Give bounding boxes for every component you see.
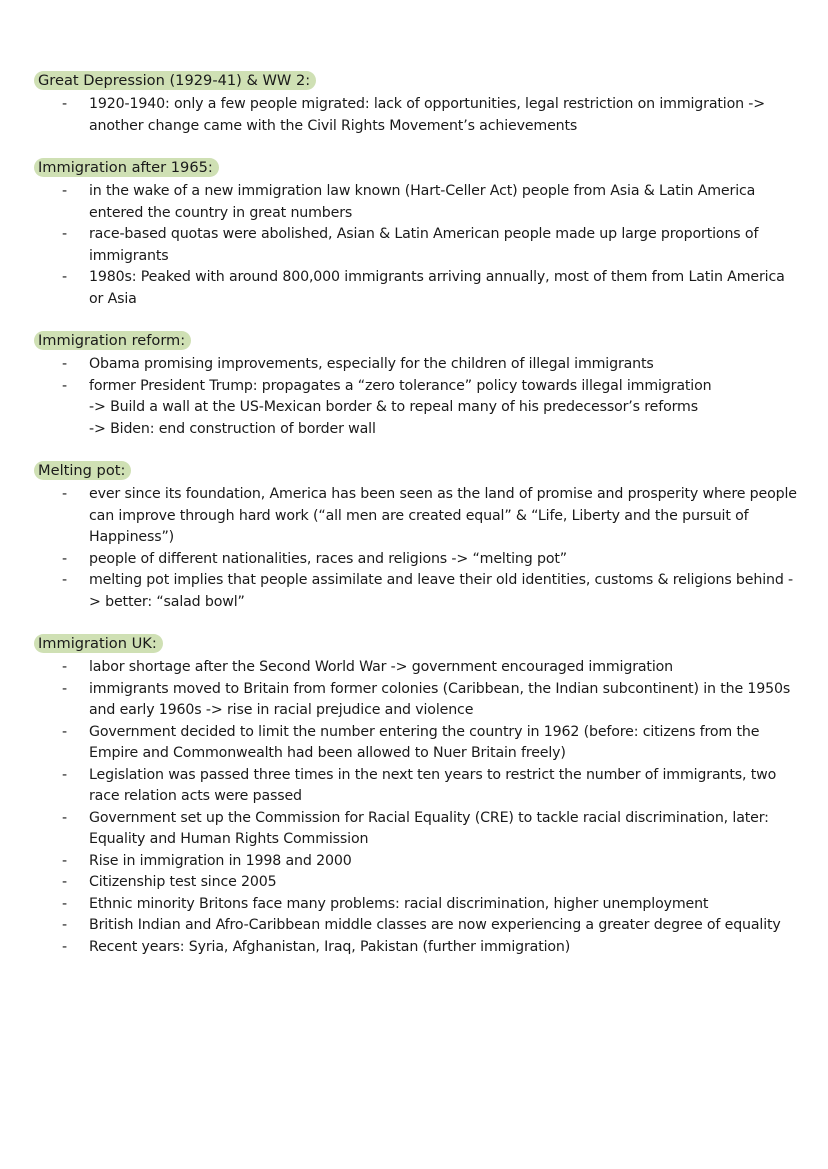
list-item bbox=[34, 376, 798, 441]
dash-bullet-icon: - bbox=[62, 723, 67, 740]
section-heading: Immigration after 1965: bbox=[34, 158, 219, 177]
list-item bbox=[34, 765, 798, 808]
list-item-text: Legislation was passed three times in the next ten years to restrict the number of immigrants, two race relation acts were passed bbox=[89, 766, 777, 804]
list-item bbox=[34, 224, 798, 267]
note-section bbox=[34, 330, 798, 440]
dash-bullet-icon: - bbox=[62, 183, 67, 199]
dash-bullet-icon: - bbox=[62, 874, 67, 890]
section-heading: Immigration reform: bbox=[34, 331, 191, 350]
list-item-text: 1920-1940: only a few people migrated: lack of opportunities, legal restriction on immigration -> another change came with the Civil Rights Movement’s achievements bbox=[89, 96, 766, 134]
list-item bbox=[34, 872, 798, 894]
list-item-text: Rise in immigration in 1998 and 2000 bbox=[89, 852, 352, 869]
note-section bbox=[34, 70, 798, 137]
list-item bbox=[34, 549, 798, 571]
dash-bullet-icon: - bbox=[62, 938, 67, 955]
list-item-text: Citizenship test since 2005 bbox=[89, 874, 277, 890]
list-item bbox=[34, 894, 798, 916]
section-heading: Great Depression (1929-41) & WW 2: bbox=[34, 71, 316, 90]
list-item-text: Government decided to limit the number entering the country in 1962 (before: citizens from the Empire and Commonwealth had been allowed to Nuer Britain freely) bbox=[89, 723, 760, 761]
list-item bbox=[34, 937, 798, 959]
list-item-text: race-based quotas were abolished, Asian & Latin American people made up large proportions of immigrants bbox=[89, 226, 759, 264]
list-item-text: Recent years: Syria, Afghanistan, Iraq, Pakistan (further immigration) bbox=[89, 938, 571, 955]
dash-bullet-icon: - bbox=[62, 269, 67, 285]
list-item bbox=[34, 484, 798, 549]
dash-bullet-icon: - bbox=[62, 680, 67, 697]
dash-bullet-icon: - bbox=[62, 895, 67, 912]
bullet-list bbox=[34, 657, 798, 958]
list-item-text: in the wake of a new immigration law known (Hart-Celler Act) people from Asia & Latin America entered the country in great numbers bbox=[89, 183, 756, 221]
document-body bbox=[34, 70, 798, 958]
dash-bullet-icon: - bbox=[62, 852, 67, 869]
note-section bbox=[34, 157, 798, 310]
dash-bullet-icon: - bbox=[62, 809, 67, 826]
list-item-text: immigrants moved to Britain from former colonies (Caribbean, the Indian subcontinent) in the 1950s and early 1960s -> rise in racial prejudice and violence bbox=[89, 680, 791, 718]
bullet-list bbox=[34, 484, 798, 613]
list-item-text: labor shortage after the Second World War -> government encouraged immigration bbox=[89, 659, 673, 675]
dash-bullet-icon: - bbox=[62, 356, 67, 372]
list-item bbox=[34, 679, 798, 722]
list-item bbox=[34, 570, 798, 613]
dash-bullet-icon: - bbox=[62, 766, 67, 783]
list-item bbox=[34, 915, 798, 937]
list-item bbox=[34, 808, 798, 851]
dash-bullet-icon: - bbox=[62, 659, 67, 675]
list-item-text: British Indian and Afro-Caribbean middle classes are now experiencing a greater degree of equality bbox=[89, 917, 781, 933]
list-item bbox=[34, 657, 798, 679]
list-item bbox=[34, 354, 798, 376]
section-heading: Melting pot: bbox=[34, 461, 131, 480]
list-item-text: people of different nationalities, races and religions -> “melting pot” bbox=[89, 550, 567, 567]
dash-bullet-icon: - bbox=[62, 486, 67, 502]
dash-bullet-icon: - bbox=[62, 377, 67, 394]
list-item-text: Ethnic minority Britons face many problems: racial discrimination, higher unemployment bbox=[89, 895, 709, 912]
list-item-text: Obama promising improvements, especially for the children of illegal immigrants bbox=[89, 356, 654, 372]
list-item-text: Government set up the Commission for Racial Equality (CRE) to tackle racial discrimination, later: Equality and Human Rights Commission bbox=[89, 809, 769, 847]
bullet-list bbox=[34, 94, 798, 137]
dash-bullet-icon: - bbox=[62, 917, 67, 933]
section-heading: Immigration UK: bbox=[34, 634, 163, 653]
list-item-text: melting pot implies that people assimilate and leave their old identities, customs & religions behind -> better: “salad bowl” bbox=[89, 572, 794, 610]
bullet-list bbox=[34, 181, 798, 310]
list-item bbox=[34, 722, 798, 765]
list-item-text: 1980s: Peaked with around 800,000 immigrants arriving annually, most of them from Latin America or Asia bbox=[89, 269, 785, 307]
list-item bbox=[34, 181, 798, 224]
dash-bullet-icon: - bbox=[62, 550, 67, 567]
list-item bbox=[34, 94, 798, 137]
list-item bbox=[34, 267, 798, 310]
dash-bullet-icon: - bbox=[62, 96, 67, 112]
list-item bbox=[34, 851, 798, 873]
list-item-text: ever since its foundation, America has been seen as the land of promise and prosperity where people can improve through hard work (“all men are created equal” & “Life, Liberty and the pursuit of Happiness”) bbox=[89, 486, 797, 545]
list-item-text: former President Trump: propagates a “zero tolerance” policy towards illegal immigration -> Build a wall at the US-Mexican border & to repeal many of his predecessor’s reforms -> Biden: end construction of border wall bbox=[89, 377, 712, 437]
dash-bullet-icon: - bbox=[62, 226, 67, 242]
dash-bullet-icon: - bbox=[62, 572, 67, 588]
note-section bbox=[34, 633, 798, 958]
note-section bbox=[34, 460, 798, 613]
bullet-list bbox=[34, 354, 798, 440]
